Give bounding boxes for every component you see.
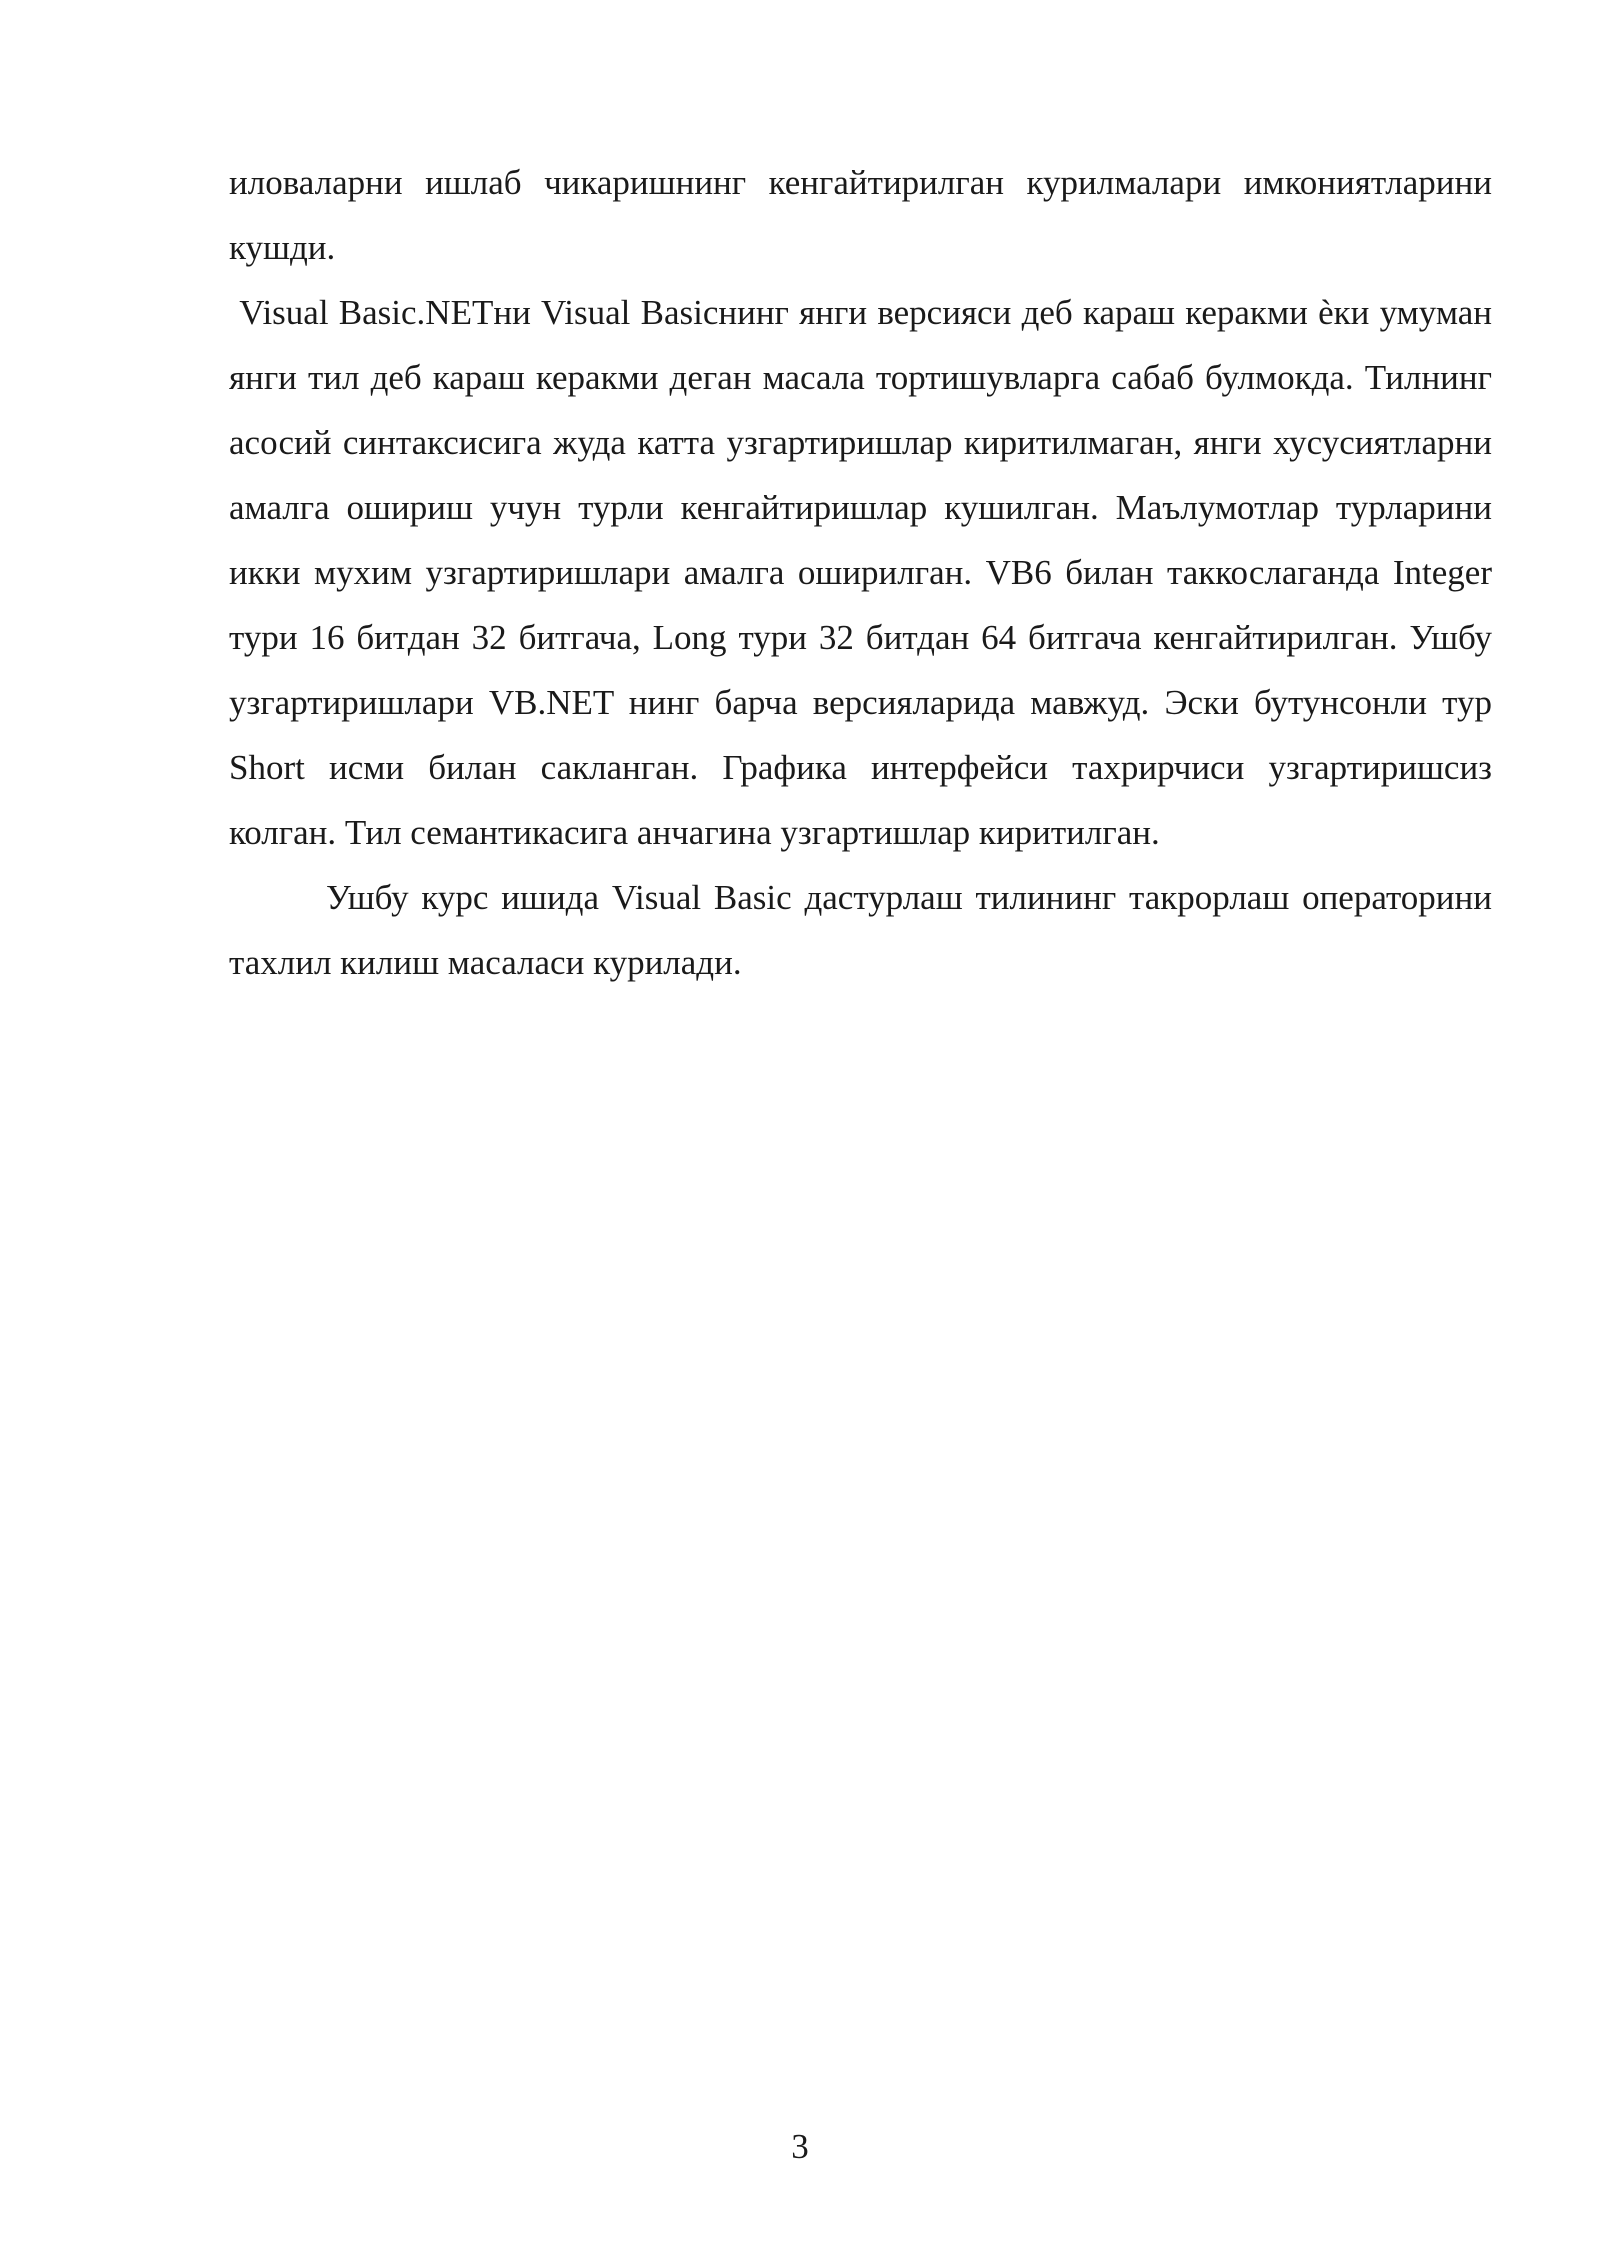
paragraph-course-work-goal: Ушбу курс ишида Visual Basic дастурлаш тилининг такрорлаш операторини тахлил килиш масаласи курилади.: [229, 878, 1492, 982]
document-body: [229, 150, 1492, 995]
paragraph-visual-basic-net: Visual Basic.NETни Visual Basicнинг янги версияси деб караш керакми ѐки умуман янги тил деб караш керакми деган масала тортишувларга сабаб булмокда. Тилнинг асосий синтаксисига жуда катта узгартиришлар киритилмаган, янги хусусиятларни амалга ошириш учун турли кенгайтиришлар кушилган. Маълумотлар турларини икки мухим узгартиришлари амалга оширилган. VB6 билан таккослаганда Integer тури 16 битдан 32 битгача, Long тури 32 битдан 64 битгача кенгайтирилган. Ушбу узгартиришлари VB.NET нинг барча версияларида мавжуд. Эски бутунсонли тур Short исми билан сакланган. Графика интерфейси тахрирчиси узгартиришсиз колган. Тил семантикасига анчагина узгартишлар киритилган.: [229, 293, 1493, 852]
page-number: 3: [791, 2127, 809, 2166]
paragraph-continuation: иловаларни ишлаб чикаришнинг кенгайтирилган курилмалари имкониятларини кушди.: [229, 163, 1492, 267]
